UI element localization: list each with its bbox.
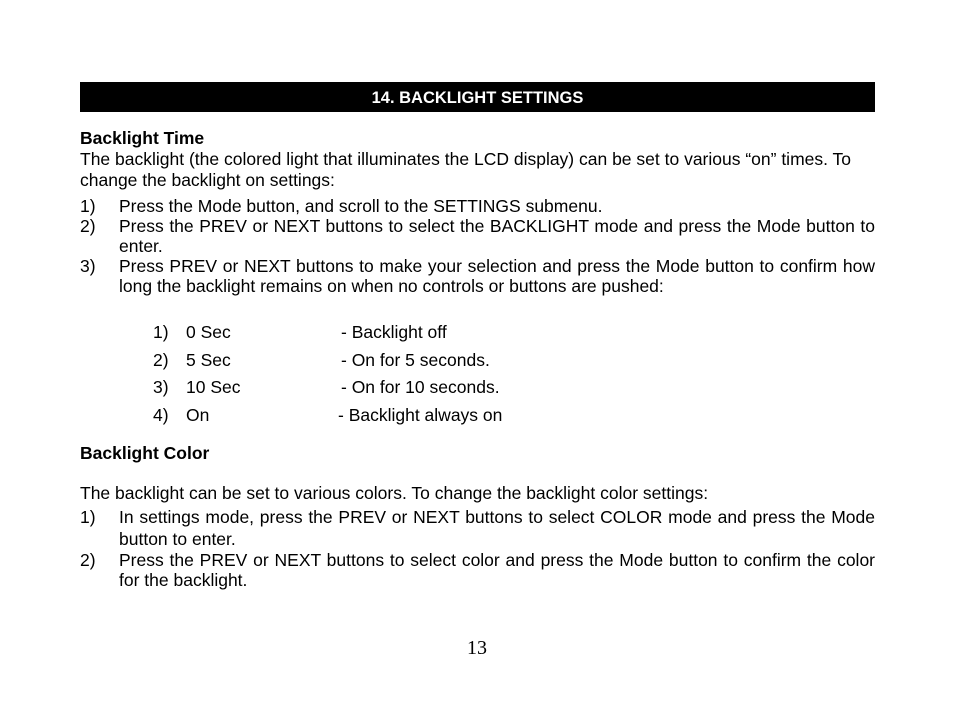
- option-value: 10 Sec: [186, 377, 241, 397]
- manual-page: [80, 82, 875, 590]
- backlight-color-heading: Backlight Color: [80, 443, 210, 463]
- step-text: Press the Mode button, and scroll to the SETTINGS submenu.: [119, 196, 603, 216]
- option-number: 2): [153, 349, 169, 370]
- color-step-1: [80, 506, 875, 550]
- backlight-time-options: [153, 322, 875, 432]
- section-header-title: 14. BACKLIGHT SETTINGS: [371, 89, 584, 107]
- option-description: - On for 5 seconds.: [341, 349, 490, 370]
- option-value: On: [186, 404, 210, 425]
- backlight-color-steps: [80, 506, 875, 590]
- option-description: - Backlight off: [341, 322, 447, 342]
- step-number: 3): [80, 256, 96, 276]
- page-number: 13: [467, 637, 487, 659]
- step-number: 1): [80, 507, 96, 527]
- section-header: [80, 82, 875, 112]
- backlight-color-intro: The backlight can be set to various colors. To change the backlight color settings:: [80, 483, 709, 503]
- color-step-2: [80, 550, 875, 590]
- step-number: 1): [80, 196, 96, 216]
- option-value: 5 Sec: [186, 349, 231, 370]
- step-2: [80, 216, 875, 256]
- option-description: - Backlight always on: [338, 404, 503, 425]
- option-number: 4): [153, 404, 169, 425]
- step-text: Press the PREV or NEXT buttons to select the BACKLIGHT mode and press the Mode button to enter.: [119, 216, 875, 256]
- option-number: 3): [153, 377, 169, 397]
- option-row: [153, 322, 875, 350]
- backlight-time-heading: Backlight Time: [80, 128, 205, 148]
- backlight-time-intro: The backlight (the colored light that illuminates the LCD display) can be set to various “on” times. To change the backlight on settings:: [80, 149, 852, 190]
- step-text: In settings mode, press the PREV or NEXT buttons to select COLOR mode and press the Mode button to enter.: [119, 507, 875, 549]
- backlight-time-steps: [80, 196, 875, 296]
- step-number: 2): [80, 216, 96, 236]
- option-row: [153, 405, 875, 433]
- option-value: 0 Sec: [186, 322, 231, 342]
- step-number: 2): [80, 550, 96, 570]
- option-description: - On for 10 seconds.: [341, 377, 500, 397]
- option-row: [153, 350, 875, 378]
- step-text: Press the PREV or NEXT buttons to select color and press the Mode button to confirm the color for the backlight.: [119, 550, 875, 590]
- option-number: 1): [153, 322, 169, 342]
- step-text: Press PREV or NEXT buttons to make your selection and press the Mode button to confirm how long the backlight remains on when no controls or buttons are pushed:: [119, 256, 875, 296]
- step-3: [80, 256, 875, 296]
- option-row: [153, 377, 875, 405]
- step-1: [80, 196, 875, 216]
